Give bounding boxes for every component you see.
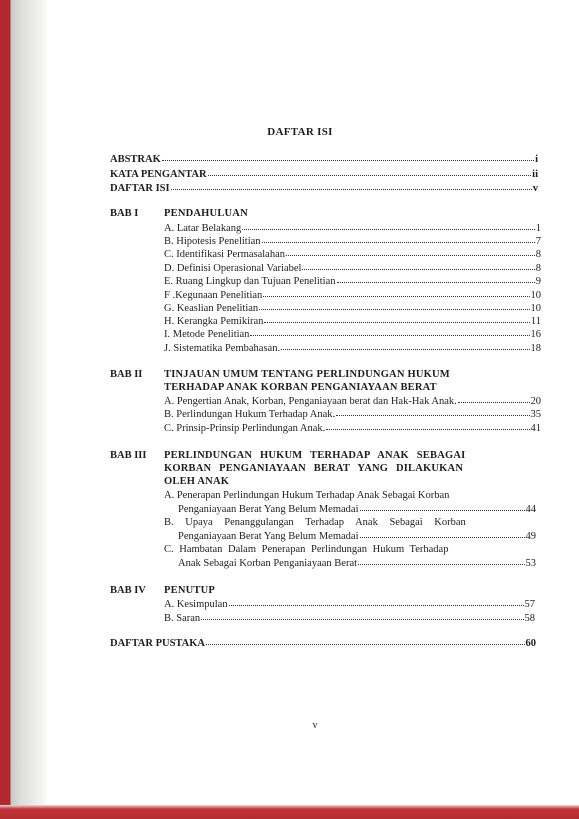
toc-entry[interactable] — [164, 247, 541, 261]
toc-entry-page: 16 — [530, 329, 541, 340]
leader-dots — [326, 420, 529, 430]
leader-dots — [458, 393, 530, 403]
toc-entry-label-line1: B. Upaya Penanggulangan Terhadap Anak Sebagai Korban — [164, 517, 466, 528]
toc-entry-label: C. Prinsip-Prinsip Perlindungan Anak. — [164, 423, 326, 434]
toc-entry-label: A. Latar Belakang — [164, 223, 242, 234]
toc-entry-label: I. Metode Penelitian — [164, 329, 250, 340]
leader-dots — [208, 166, 532, 176]
toc-entry-page: 7 — [535, 236, 541, 247]
toc-entry-daftar-isi[interactable] — [110, 181, 538, 195]
chapter-number: BAB IV — [110, 585, 146, 596]
toc-entry[interactable] — [164, 421, 541, 435]
toc-entry-label: KATA PENGANTAR — [110, 169, 207, 180]
toc-entry[interactable] — [164, 611, 535, 625]
leader-dots — [286, 246, 535, 256]
toc-entry-page: 44 — [525, 504, 536, 515]
toc-entry-label: DAFTAR PUSTAKA — [110, 638, 205, 649]
chapter-title-line: TINJAUAN UMUM TENTANG PERLINDUNGAN HUKUM — [164, 369, 450, 380]
toc-entry-page: 11 — [530, 316, 541, 327]
page-number: v — [312, 720, 318, 731]
leader-dots — [242, 220, 534, 230]
leader-dots — [337, 273, 535, 283]
toc-entry-label: B. Saran — [164, 613, 201, 624]
leader-dots — [263, 287, 529, 297]
chapter-number: BAB I — [110, 208, 139, 219]
toc-entry-page: 35 — [530, 409, 541, 420]
chapter-title-line: PERLINDUNGAN HUKUM TERHADAP ANAK SEBAGAI — [164, 450, 466, 461]
toc-entry-abstrak[interactable] — [110, 152, 538, 166]
toc-entry-label: G. Keaslian Penelitian — [164, 303, 259, 314]
toc-entry-daftar-pustaka[interactable] — [110, 636, 536, 650]
chapter-title: PENDAHULUAN — [164, 208, 248, 219]
toc-entry-page: 60 — [525, 638, 536, 649]
toc-entry-label: Penganiayaan Berat Yang Belum Memadai — [178, 531, 359, 542]
toc-entry-page: 41 — [530, 423, 541, 434]
toc-entry-page: 9 — [535, 276, 541, 287]
toc-entry[interactable] — [164, 407, 541, 421]
toc-entry-label: H. Kerangka Pemikiran — [164, 316, 264, 327]
chapter-title-line: OLEH ANAK — [164, 476, 230, 487]
toc-entry-kata-pengantar[interactable] — [110, 167, 538, 181]
toc-entry-page: 8 — [535, 249, 541, 260]
toc-entry-label: DAFTAR ISI — [110, 183, 170, 194]
toc-entry-page: 18 — [530, 343, 541, 354]
toc-entry-page: v — [532, 183, 538, 194]
toc-entry-page: 8 — [535, 263, 541, 274]
leader-dots — [171, 180, 532, 190]
leader-dots — [360, 528, 525, 538]
toc-entry[interactable] — [164, 597, 535, 611]
toc-entry-page: ii — [532, 169, 538, 180]
leader-dots — [206, 635, 525, 645]
leader-dots — [358, 555, 524, 565]
leader-dots — [336, 406, 529, 416]
toc-entry-label: Penganiayaan Berat Yang Belum Memadai — [178, 504, 359, 515]
leader-dots — [229, 596, 524, 606]
leader-dots — [281, 340, 529, 350]
toc-entry-label: B. Hipotesis Penelitian — [164, 236, 261, 247]
toc-entry-label: A. Kesimpulan — [164, 599, 228, 610]
chapter-title-line: KORBAN PENGANIAYAAN BERAT YANG DILAKUKAN — [164, 463, 464, 474]
toc-entry-label: A. Pengertian Anak, Korban, Penganiayaan berat dan Hak-Hak Anak. — [164, 396, 457, 407]
leader-dots — [302, 260, 534, 270]
leader-dots — [201, 610, 523, 620]
toc-entry-label: E. Ruang Lingkup dan Tujuan Penelitian — [164, 276, 336, 287]
toc-entry[interactable] — [164, 341, 541, 355]
leader-dots — [250, 326, 529, 336]
toc-entry-label-line1: A. Penerapan Perlindungan Hukum Terhadap Anak Sebagai Korban — [164, 490, 450, 501]
toc-entry-page: 58 — [524, 613, 535, 624]
toc-entry-label: D. Definisi Operasional Variabel — [164, 263, 302, 274]
toc-entry-page: 20 — [530, 396, 541, 407]
toc-entry[interactable] — [178, 556, 536, 570]
leader-dots — [259, 300, 529, 310]
toc-entry-label: ABSTRAK — [110, 154, 161, 165]
leader-dots — [360, 501, 525, 511]
toc-entry-label: C. Identifikasi Permasalahan — [164, 249, 286, 260]
chapter-title-line: TERHADAP ANAK KORBAN PENGANIAYAAN BERAT — [164, 382, 437, 393]
toc-entry-label: B. Perlindungan Hukum Terhadap Anak. — [164, 409, 336, 420]
page-title: DAFTAR ISI — [267, 126, 333, 138]
chapter-number: BAB II — [110, 369, 143, 380]
toc-entry-page: i — [535, 154, 538, 165]
leader-dots — [264, 313, 529, 323]
toc-entry[interactable] — [164, 274, 541, 288]
toc-entry[interactable] — [178, 502, 536, 516]
leader-dots — [262, 233, 535, 243]
toc-entry[interactable] — [164, 327, 541, 341]
toc-entry-page: 57 — [524, 599, 535, 610]
toc-entry-page: 1 — [535, 223, 541, 234]
toc-entry-label: F .Kegunaan Penelitian — [164, 290, 263, 301]
toc-entry-label: J. Sistematika Pembahasan. — [164, 343, 281, 354]
toc-entry-page: 10 — [530, 303, 541, 314]
toc-entry-label: Anak Sebagai Korban Penganiayaan Berat — [178, 558, 358, 569]
toc-entry-page: 49 — [525, 531, 536, 542]
toc-entry-page: 10 — [530, 290, 541, 301]
toc-entry[interactable] — [178, 529, 536, 543]
chapter-number: BAB III — [110, 450, 147, 461]
toc-entry-label-line1: C. Hambatan Dalam Penerapan Perlindungan Hukum Terhadap — [164, 544, 449, 555]
toc-entry-page: 53 — [525, 558, 536, 569]
chapter-title: PENUTUP — [164, 585, 215, 596]
leader-dots — [162, 151, 534, 161]
